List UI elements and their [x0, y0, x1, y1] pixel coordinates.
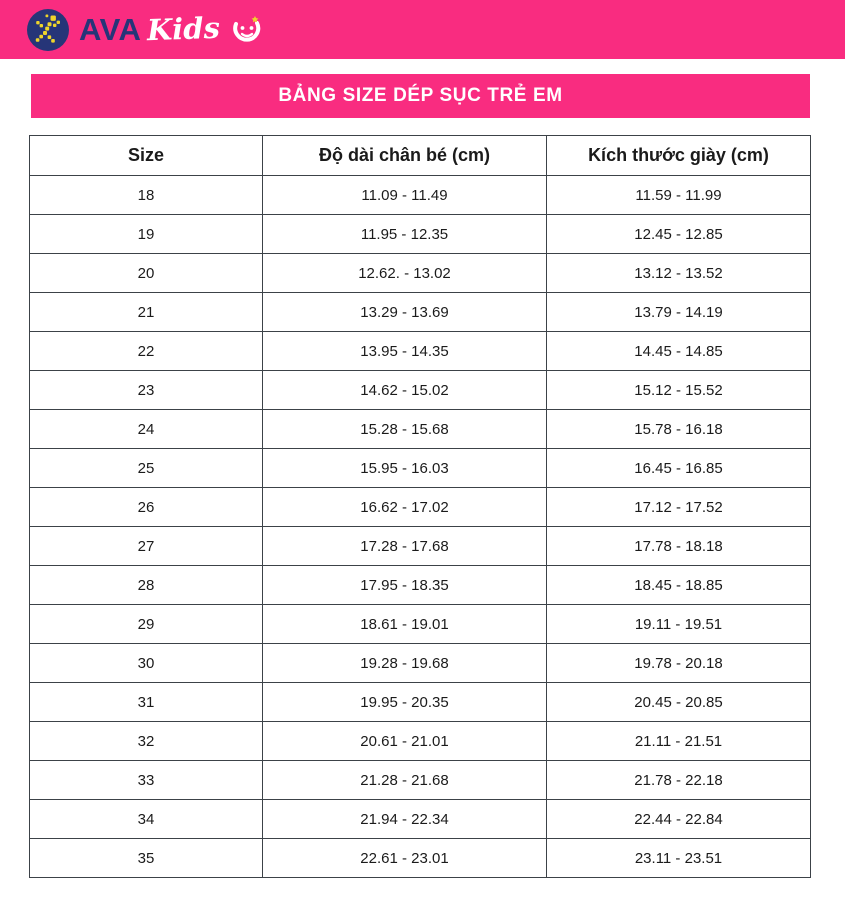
shoe-size-cell: 21.78 - 22.18	[547, 761, 811, 800]
size-cell: 24	[30, 410, 263, 449]
size-cell: 18	[30, 176, 263, 215]
size-cell: 26	[30, 488, 263, 527]
foot-length-cell: 21.28 - 21.68	[263, 761, 547, 800]
table-header-row	[30, 136, 811, 176]
size-cell: 33	[30, 761, 263, 800]
table-row	[30, 527, 811, 566]
size-chart-table	[29, 135, 811, 878]
foot-length-cell: 19.95 - 20.35	[263, 683, 547, 722]
size-cell: 23	[30, 371, 263, 410]
foot-length-cell: 22.61 - 23.01	[263, 839, 547, 878]
foot-length-cell: 14.62 - 15.02	[263, 371, 547, 410]
size-cell: 19	[30, 215, 263, 254]
foot-length-cell: 12.62. - 13.02	[263, 254, 547, 293]
table-row	[30, 371, 811, 410]
banner-title: BẢNG SIZE DÉP SỤC TRẺ EM	[278, 85, 563, 106]
foot-length-cell: 18.61 - 19.01	[263, 605, 547, 644]
smiley-moon-icon	[230, 14, 264, 46]
size-cell: 32	[30, 722, 263, 761]
header-shoe-size: Kích thước giày (cm)	[547, 136, 811, 176]
size-cell: 20	[30, 254, 263, 293]
shoe-size-cell: 16.45 - 16.85	[547, 449, 811, 488]
foot-length-cell: 13.29 - 13.69	[263, 293, 547, 332]
shoe-size-cell: 15.12 - 15.52	[547, 371, 811, 410]
table-row	[30, 293, 811, 332]
table-row	[30, 215, 811, 254]
table-row	[30, 644, 811, 683]
size-cell: 35	[30, 839, 263, 878]
brand-name-kids: Kids	[146, 10, 221, 48]
table-row	[30, 722, 811, 761]
shoe-size-cell: 17.78 - 18.18	[547, 527, 811, 566]
size-cell: 28	[30, 566, 263, 605]
table-row	[30, 839, 811, 878]
shoe-size-cell: 11.59 - 11.99	[547, 176, 811, 215]
shoe-size-cell: 14.45 - 14.85	[547, 332, 811, 371]
table-row	[30, 254, 811, 293]
shoe-size-cell: 15.78 - 16.18	[547, 410, 811, 449]
shoe-size-cell: 21.11 - 21.51	[547, 722, 811, 761]
foot-length-cell: 11.09 - 11.49	[263, 176, 547, 215]
table-row	[30, 176, 811, 215]
header-size: Size	[30, 136, 263, 176]
brand-header	[0, 0, 845, 59]
foot-length-cell: 20.61 - 21.01	[263, 722, 547, 761]
table-row	[30, 332, 811, 371]
foot-length-cell: 15.95 - 16.03	[263, 449, 547, 488]
shoe-size-cell: 20.45 - 20.85	[547, 683, 811, 722]
size-cell: 27	[30, 527, 263, 566]
foot-length-cell: 13.95 - 14.35	[263, 332, 547, 371]
shoe-size-cell: 18.45 - 18.85	[547, 566, 811, 605]
shoe-size-cell: 13.79 - 14.19	[547, 293, 811, 332]
running-child-icon	[27, 9, 69, 51]
shoe-size-cell: 19.11 - 19.51	[547, 605, 811, 644]
table-row	[30, 410, 811, 449]
brand-name-ava: AVA	[79, 12, 142, 47]
foot-length-cell: 17.28 - 17.68	[263, 527, 547, 566]
shoe-size-cell: 17.12 - 17.52	[547, 488, 811, 527]
shoe-size-cell: 13.12 - 13.52	[547, 254, 811, 293]
foot-length-cell: 17.95 - 18.35	[263, 566, 547, 605]
size-cell: 22	[30, 332, 263, 371]
foot-length-cell: 19.28 - 19.68	[263, 644, 547, 683]
size-chart-table-container	[29, 135, 810, 878]
size-cell: 30	[30, 644, 263, 683]
foot-length-cell: 15.28 - 15.68	[263, 410, 547, 449]
shoe-size-cell: 12.45 - 12.85	[547, 215, 811, 254]
foot-length-cell: 16.62 - 17.02	[263, 488, 547, 527]
foot-length-cell: 21.94 - 22.34	[263, 800, 547, 839]
table-row	[30, 605, 811, 644]
avakids-logo	[27, 9, 264, 51]
size-chart-banner	[31, 74, 810, 118]
foot-length-cell: 11.95 - 12.35	[263, 215, 547, 254]
size-cell: 21	[30, 293, 263, 332]
size-cell: 25	[30, 449, 263, 488]
header-foot-length: Độ dài chân bé (cm)	[263, 136, 547, 176]
size-cell: 34	[30, 800, 263, 839]
table-row	[30, 683, 811, 722]
table-row	[30, 800, 811, 839]
table-row	[30, 761, 811, 800]
shoe-size-cell: 23.11 - 23.51	[547, 839, 811, 878]
size-cell: 29	[30, 605, 263, 644]
table-row	[30, 488, 811, 527]
table-row	[30, 449, 811, 488]
size-cell: 31	[30, 683, 263, 722]
shoe-size-cell: 19.78 - 20.18	[547, 644, 811, 683]
table-row	[30, 566, 811, 605]
shoe-size-cell: 22.44 - 22.84	[547, 800, 811, 839]
